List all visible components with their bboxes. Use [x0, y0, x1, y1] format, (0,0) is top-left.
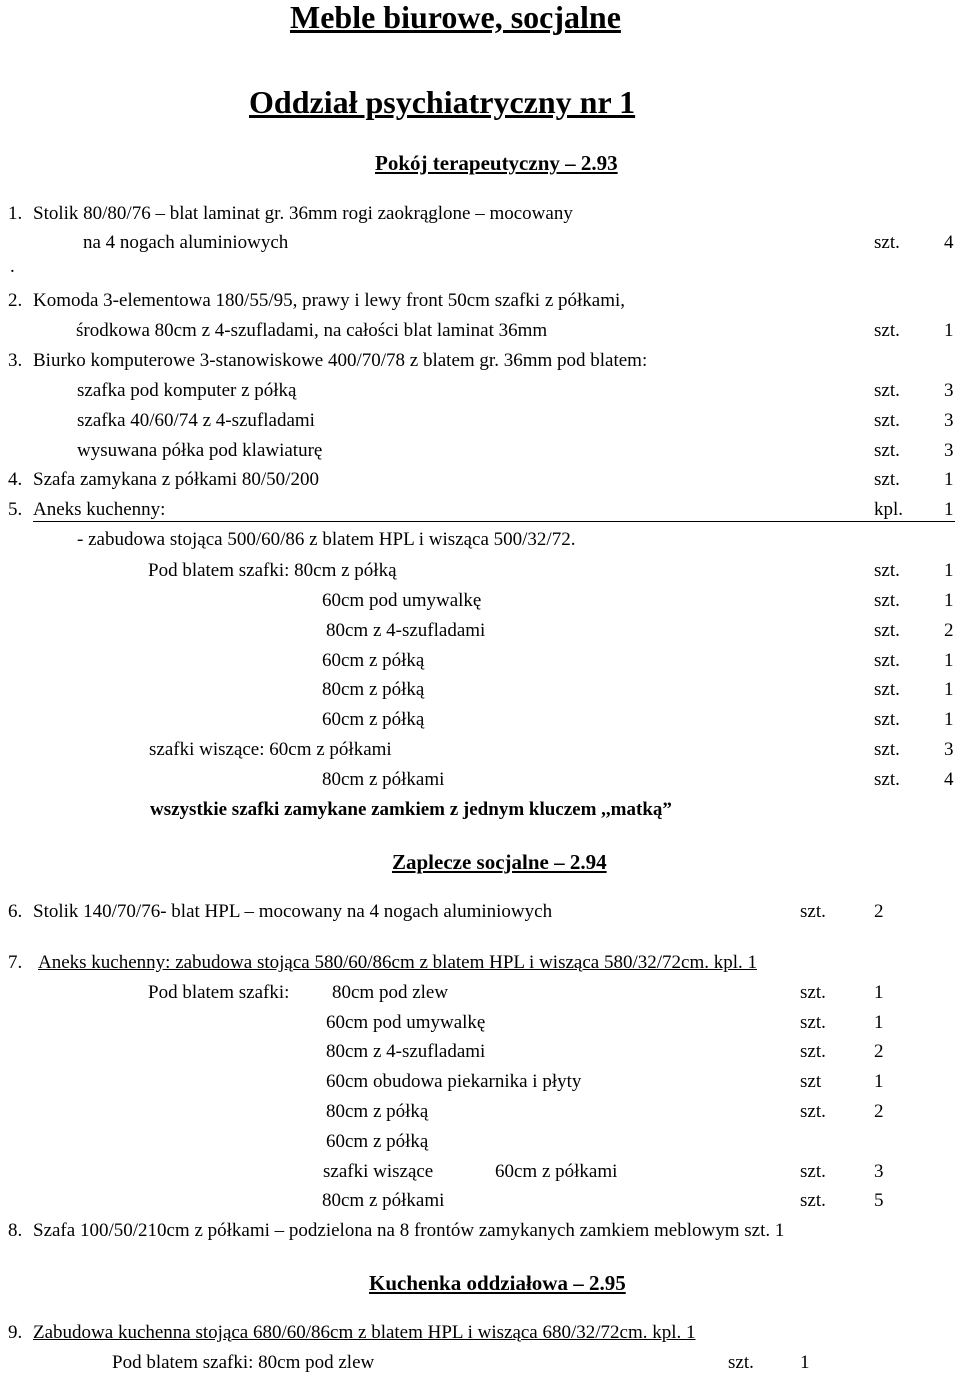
quantity: 3: [944, 380, 954, 401]
underline-rule: [33, 521, 955, 522]
item-description: Szafa 100/50/210cm z półkami – podzielona na 8 frontów zamykanych zamkiem meblowym szt. 1: [33, 1220, 785, 1241]
sub-item: 60cm z półką: [322, 650, 425, 671]
item-description-cont: środkowa 80cm z 4-szufladami, na całości blat laminat 36mm: [76, 320, 548, 341]
sub-item: 60cm z półką: [326, 1131, 429, 1152]
unit-label: szt.: [874, 440, 900, 461]
sub-item: 60cm z półkami: [495, 1161, 618, 1182]
sub-item: 80cm z półkami: [322, 769, 445, 790]
sub-item: Pod blatem szafki: 80cm z półką: [148, 560, 397, 581]
sub-item-label: Pod blatem szafki:: [148, 982, 290, 1003]
sub-item: Pod blatem szafki: 80cm pod zlew: [112, 1352, 375, 1373]
quantity: 3: [944, 440, 954, 461]
quantity: 2: [874, 1041, 884, 1062]
quantity: 1: [944, 590, 954, 611]
item-number: 4.: [8, 469, 23, 490]
sub-item: 80cm pod zlew: [332, 982, 449, 1003]
quantity: 1: [944, 709, 954, 730]
unit-label: szt.: [874, 232, 900, 253]
quantity: 2: [874, 1101, 884, 1122]
item-description: Stolik 140/70/76- blat HPL – mocowany na 4 nogach aluminiowych: [33, 901, 553, 922]
item-number: 5.: [8, 499, 23, 520]
unit-label: szt.: [800, 1190, 826, 1211]
item-description: Komoda 3-elementowa 180/55/95, prawy i lewy front 50cm szafki z półkami,: [33, 290, 626, 311]
lock-note: wszystkie szafki zamykane zamkiem z jednym kluczem ,,matką”: [150, 799, 672, 820]
section-heading-2-95: Kuchenka oddziałowa – 2.95: [369, 1271, 626, 1295]
unit-label: szt.: [800, 1041, 826, 1062]
sub-item: 60cm obudowa piekarnika i płyty: [326, 1071, 582, 1092]
quantity: 1: [944, 469, 954, 490]
sub-item-label: szafki wiszące: [323, 1161, 434, 1182]
unit-label: szt.: [874, 620, 900, 641]
quantity: 1: [800, 1352, 810, 1373]
quantity: 3: [944, 410, 954, 431]
unit-label: kpl.: [874, 499, 904, 520]
quantity: 5: [874, 1190, 884, 1211]
item-description: Aneks kuchenny:: [33, 499, 166, 520]
unit-label: szt.: [874, 590, 900, 611]
sub-item: szafka pod komputer z półką: [77, 380, 297, 401]
unit-label: szt.: [874, 739, 900, 760]
quantity: 1: [874, 1012, 884, 1033]
unit-label: szt.: [874, 709, 900, 730]
unit-label: szt.: [800, 1161, 826, 1182]
unit-label: szt.: [800, 901, 826, 922]
item-description-cont: na 4 nogach aluminiowych: [83, 232, 289, 253]
sub-item: 60cm pod umywalkę: [326, 1012, 486, 1033]
quantity: 1: [944, 650, 954, 671]
sub-item: 80cm z 4-szufladami: [326, 1041, 486, 1062]
sub-item: 80cm z 4-szufladami: [326, 620, 486, 641]
quantity: 1: [874, 1071, 884, 1092]
sub-item: szafka 40/60/74 z 4-szufladami: [77, 410, 315, 431]
unit-label: szt.: [874, 320, 900, 341]
sub-item: - zabudowa stojąca 500/60/86 z blatem HPL i wisząca 500/32/72.: [77, 529, 576, 550]
item-number: 2.: [8, 290, 23, 311]
item-description: Stolik 80/80/76 – blat laminat gr. 36mm rogi zaokrąglone – mocowany: [33, 203, 573, 224]
quantity: 1: [944, 679, 954, 700]
quantity: 3: [944, 739, 954, 760]
unit-label: szt.: [800, 1012, 826, 1033]
quantity: 4: [944, 232, 954, 253]
item-number: 7.: [8, 952, 23, 973]
sub-item: 80cm z półkami: [322, 1190, 445, 1211]
quantity: 2: [874, 901, 884, 922]
unit-label: szt.: [800, 982, 826, 1003]
unit-label: szt.: [728, 1352, 754, 1373]
sub-item: 60cm pod umywalkę: [322, 590, 482, 611]
sub-item: wysuwana półka pod klawiaturę: [77, 440, 323, 461]
section-heading-2-93: Pokój terapeutyczny – 2.93: [375, 151, 618, 175]
unit-label: szt.: [800, 1101, 826, 1122]
item-number: 8.: [8, 1220, 23, 1241]
item-description: Szafa zamykana z półkami 80/50/200: [33, 469, 319, 490]
unit-label: szt.: [874, 650, 900, 671]
sub-item: 80cm z półką: [326, 1101, 429, 1122]
unit-label: szt: [800, 1071, 822, 1092]
quantity: 1: [944, 499, 954, 520]
quantity: 2: [944, 620, 954, 641]
sub-item: szafki wiszące: 60cm z półkami: [149, 739, 392, 760]
item-number: 6.: [8, 901, 23, 922]
unit-label: szt.: [874, 469, 900, 490]
item-description: Aneks kuchenny: zabudowa stojąca 580/60/86cm z blatem HPL i wisząca 580/32/72cm. kpl. 1: [38, 952, 758, 973]
sub-item: 60cm z półką: [322, 709, 425, 730]
section-heading-2-94: Zaplecze socjalne – 2.94: [392, 850, 607, 874]
quantity: 1: [944, 560, 954, 581]
item-number: 1.: [8, 203, 23, 224]
item-number: 3.: [8, 350, 23, 371]
sub-item: 80cm z półką: [322, 679, 425, 700]
quantity: 3: [874, 1161, 884, 1182]
quantity: 1: [874, 982, 884, 1003]
item-number: 9.: [8, 1322, 23, 1343]
item-description: Biurko komputerowe 3-stanowiskowe 400/70/78 z blatem gr. 36mm pod blatem:: [33, 350, 648, 371]
quantity: 1: [944, 320, 954, 341]
unit-label: szt.: [874, 410, 900, 431]
quantity: 4: [944, 769, 954, 790]
item-description: Zabudowa kuchenna stojąca 680/60/86cm z blatem HPL i wisząca 680/32/72cm. kpl. 1: [33, 1322, 696, 1343]
unit-label: szt.: [874, 769, 900, 790]
unit-label: szt.: [874, 560, 900, 581]
department-heading: Oddział psychiatryczny nr 1: [249, 84, 636, 120]
stray-dot: .: [10, 256, 15, 277]
page-title: Meble biurowe, socjalne: [290, 0, 621, 35]
unit-label: szt.: [874, 380, 900, 401]
unit-label: szt.: [874, 679, 900, 700]
